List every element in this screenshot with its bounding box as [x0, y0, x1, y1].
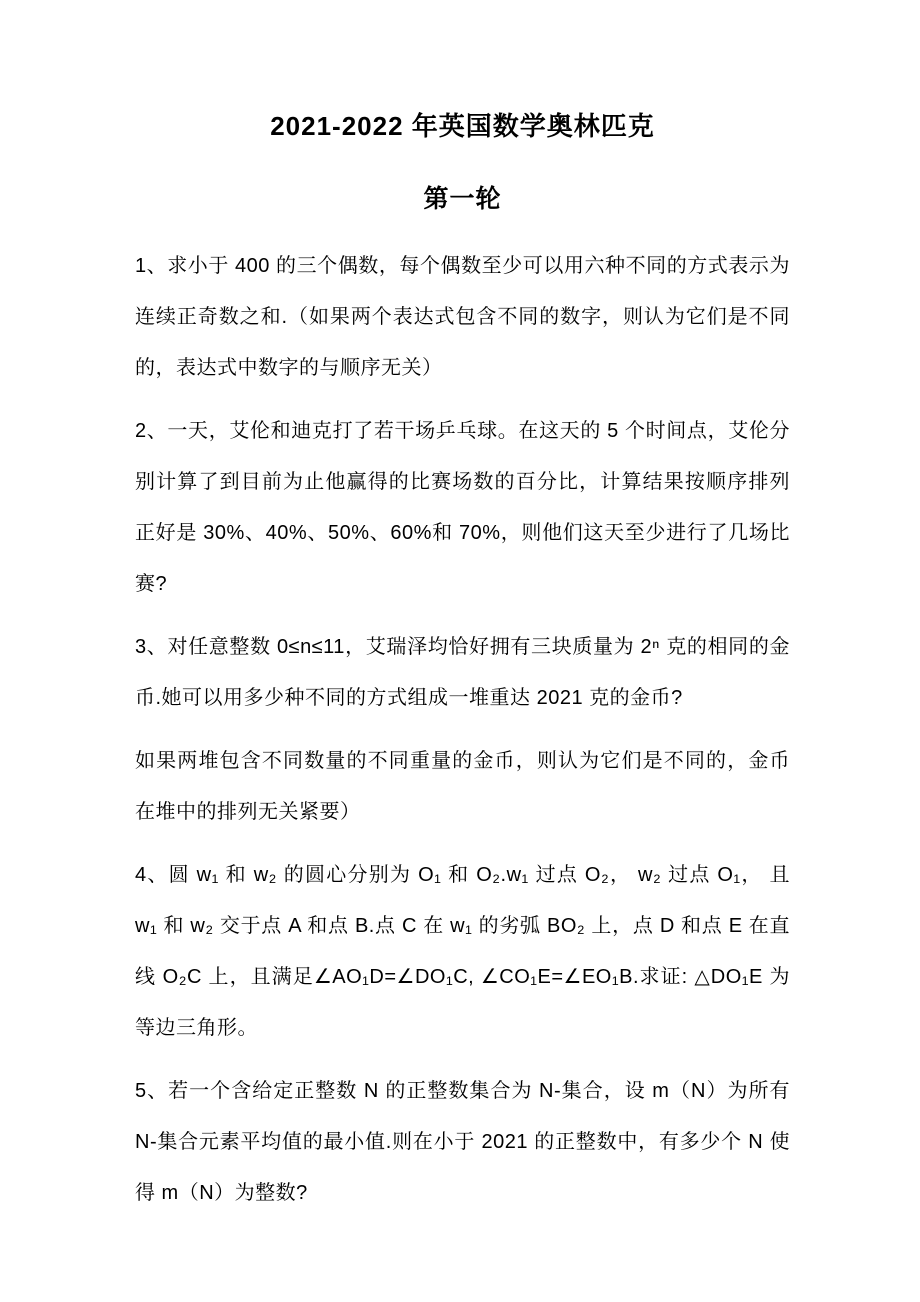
document-title: 2021-2022 年英国数学奥林匹克	[270, 111, 655, 141]
problem-4-text: 4、圆 w₁ 和 w₂ 的圆心分别为 O₁ 和 O₂.w₁ 过点 O₂， w₂ 过点 O₁， 且 w₁ 和 w₂ 交于点 A 和点 B.点 C 在 w₁ 的劣弧 BO₂ 上，点 D 和点 E 在直线 O₂C 上，且满足∠AO₁D=∠DO₁C, ∠CO₁E=∠EO₁B.求证: △DO₁E 为等边三角形。	[135, 864, 790, 1039]
problem-3-text: 3、对任意整数 0≤n≤11，艾瑞泽均恰好拥有三块质量为 2ⁿ 克的相同的金币.她可以用多少种不同的方式组成一堆重达 2021 克的金币?	[135, 636, 790, 709]
problem-5-text: 5、若一个含给定正整数 N 的正整数集合为 N-集合，设 m（N）为所有 N-集合元素平均值的最小值.则在小于 2021 的正整数中，有多少个 N 使得 m（N）为整数?	[135, 1080, 790, 1204]
document-subtitle: 第一轮	[423, 185, 502, 213]
problem-3-note-text: 如果两堆包含不同数量的不同重量的金币，则认为它们是不同的，金币在堆中的排列无关紧要）	[135, 750, 790, 823]
problem-2-text: 2、一天，艾伦和迪克打了若干场乒乓球。在这天的 5 个时间点，艾伦分别计算了到目前为止他赢得的比赛场数的百分比，计算结果按顺序排列正好是 30%、40%、50%、60%和 70%，则他们这天至少进行了几场比赛?	[135, 420, 790, 595]
problem-1-text: 1、求小于 400 的三个偶数，每个偶数至少可以用六种不同的方式表示为连续正奇数之和.（如果两个表达式包含不同的数字，则认为它们是不同的，表达式中数字的与顺序无关）	[135, 255, 790, 379]
